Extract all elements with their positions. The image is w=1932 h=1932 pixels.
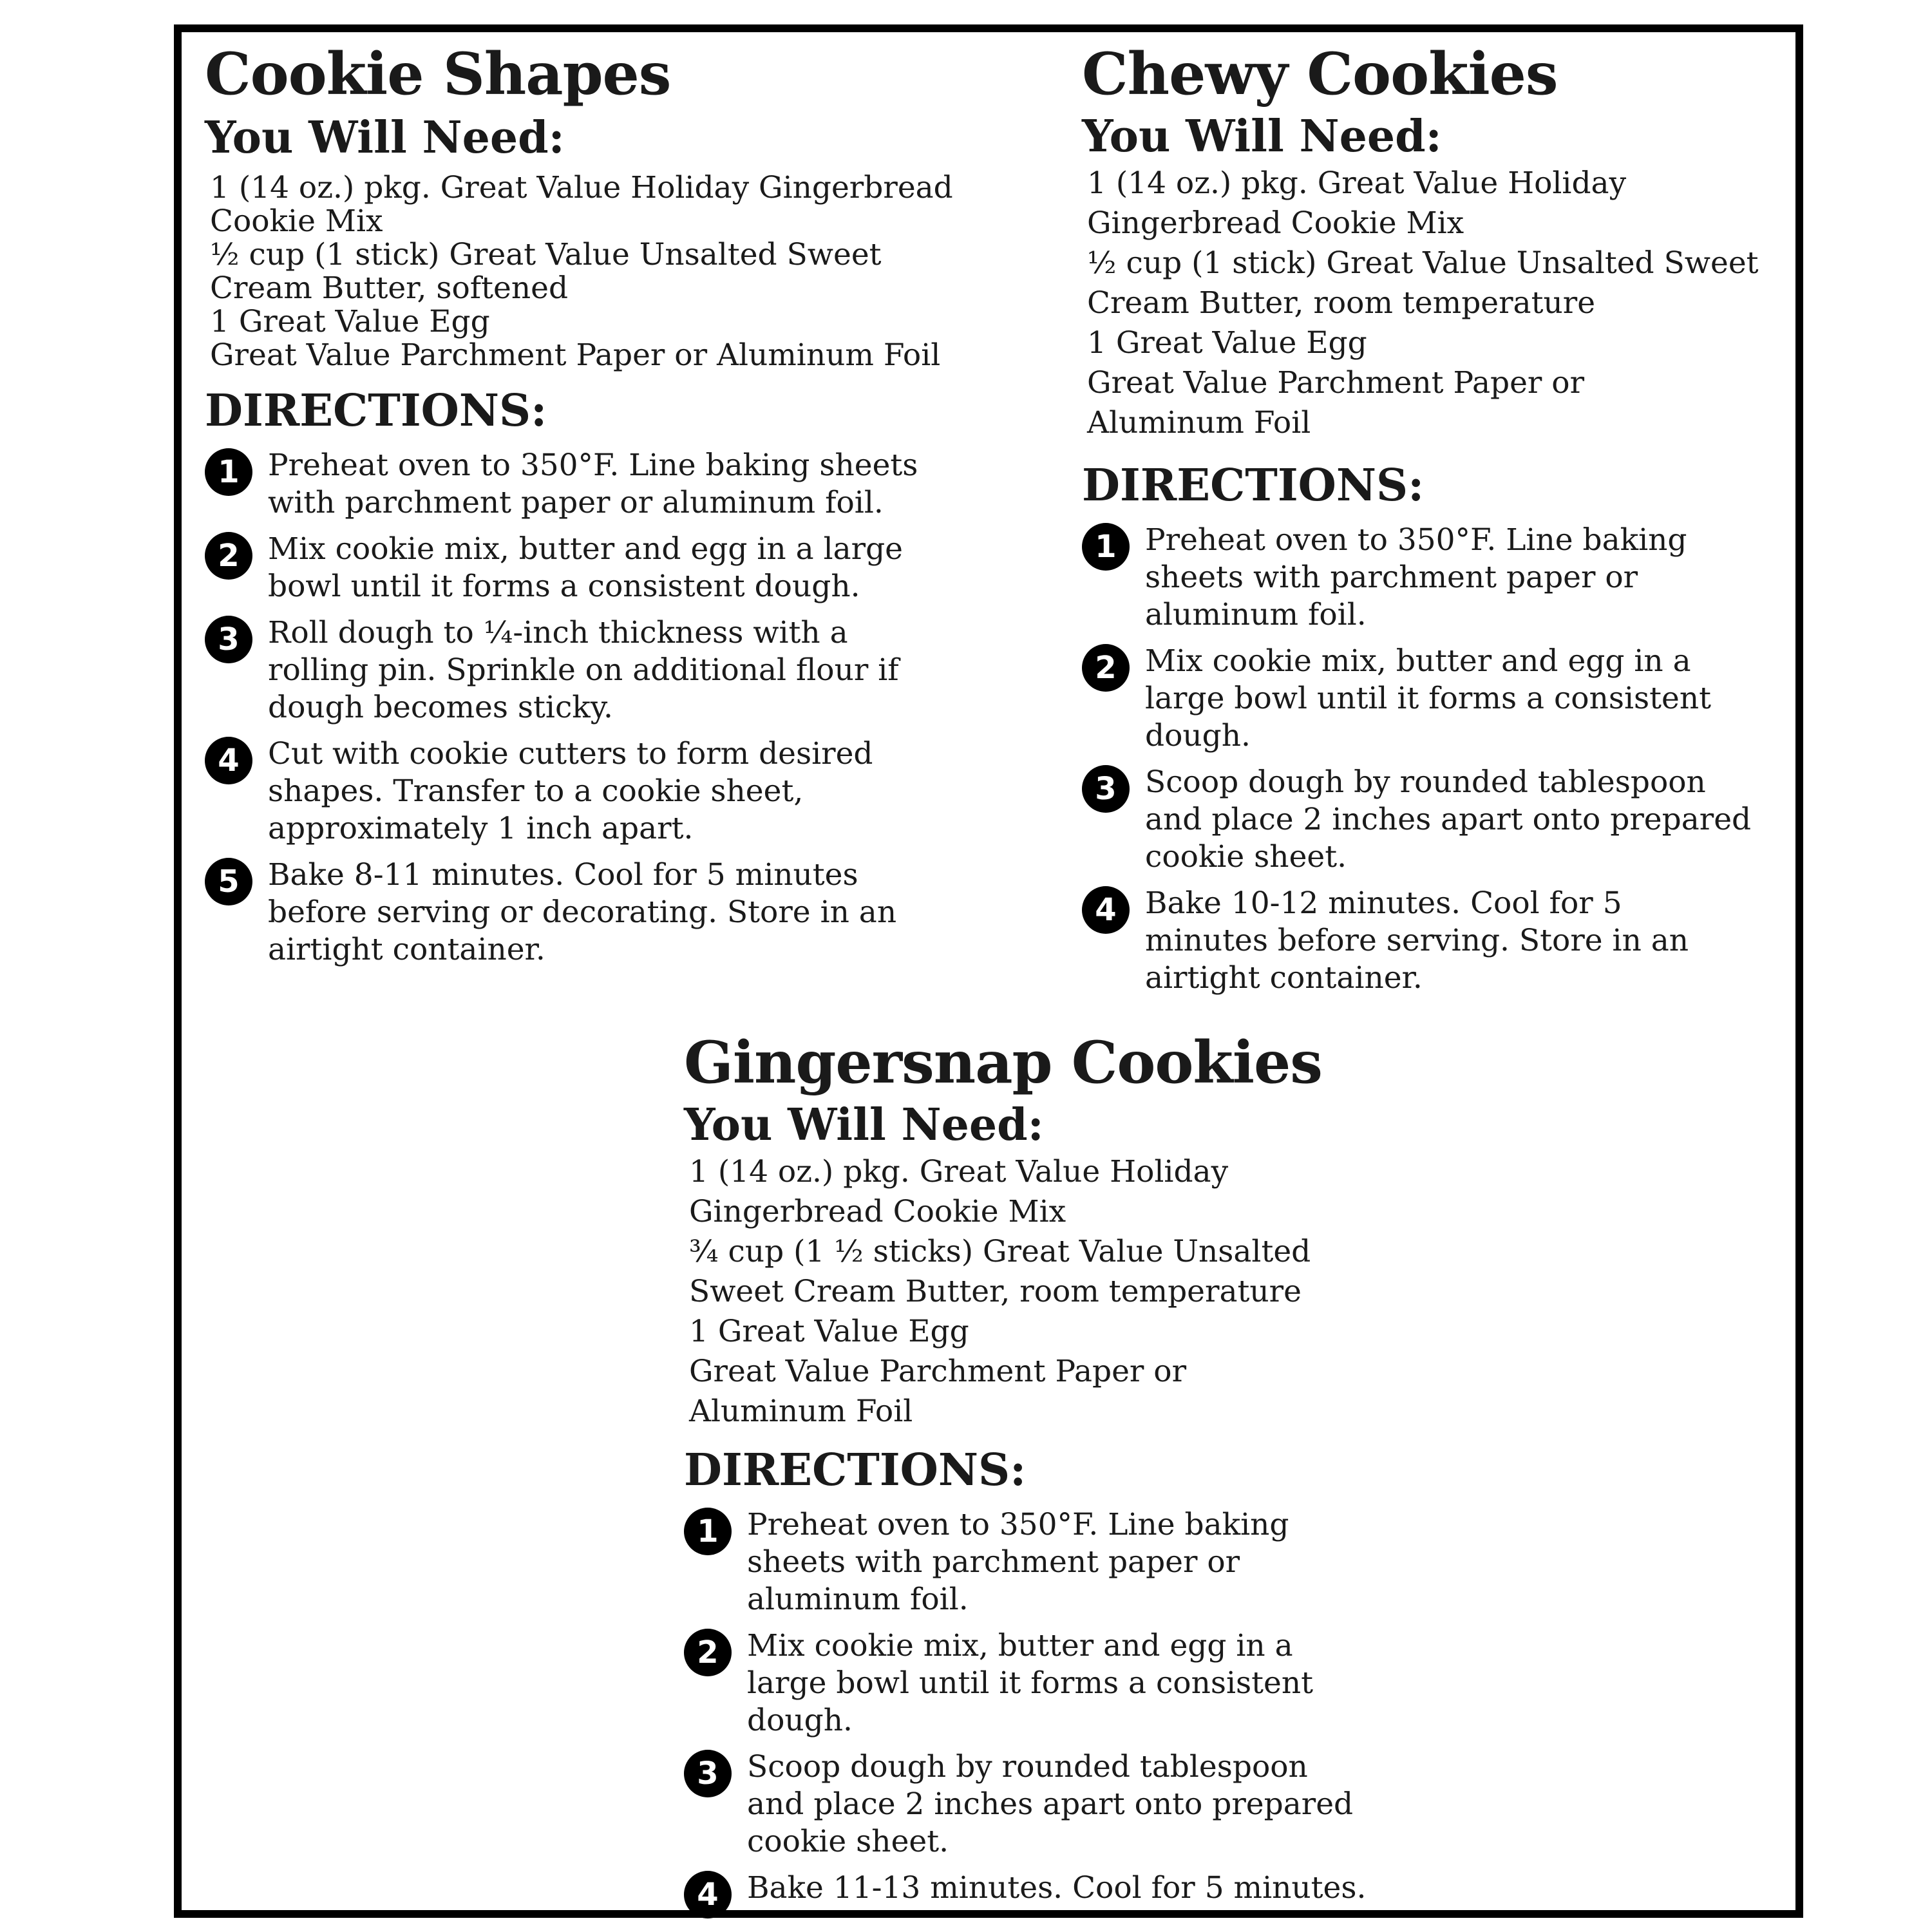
ingredient-line: Cream Butter, softened bbox=[210, 270, 569, 306]
directions-list bbox=[205, 447, 926, 969]
ingredient-line: Aluminum Foil bbox=[1087, 405, 1311, 440]
step-number-badge: 1 bbox=[684, 1508, 732, 1555]
ingredient-line: Cream Butter, room temperature bbox=[1087, 285, 1596, 321]
step-text: Bake 10-12 minutes. Cool for 5 minutes before serving. Store in an airtight container. bbox=[1145, 886, 1689, 996]
step-number-badge: 4 bbox=[1082, 886, 1130, 934]
step-number-badge: 5 bbox=[205, 858, 252, 905]
ingredient-line: 1 (14 oz.) pkg. Great Value Holiday Gingerbread bbox=[210, 170, 953, 205]
directions-list bbox=[1082, 522, 1752, 997]
step-text: Mix cookie mix, butter and egg in a large bowl until it forms a consistent dough. bbox=[1145, 643, 1712, 753]
step-number-badge: 4 bbox=[205, 737, 252, 784]
directions-heading: DIRECTIONS: bbox=[205, 385, 547, 437]
step-number-badge: 3 bbox=[205, 616, 252, 663]
ingredient-line: 1 Great Value Egg bbox=[1087, 325, 1367, 361]
step-text: Preheat oven to 350°F. Line baking sheets with parchment paper or aluminum foil. bbox=[747, 1507, 1289, 1617]
step-text: Preheat oven to 350°F. Line baking sheets with parchment paper or aluminum foil. bbox=[268, 448, 918, 520]
ingredient-line: Great Value Parchment Paper or bbox=[689, 1354, 1187, 1389]
step-number-badge: 3 bbox=[684, 1750, 732, 1797]
step-text: Mix cookie mix, butter and egg in a large bowl until it forms a consistent dough. bbox=[747, 1628, 1314, 1738]
direction-step bbox=[205, 735, 926, 848]
direction-step bbox=[205, 614, 926, 726]
step-text: Bake 11-13 minutes. Cool for 5 minutes. bbox=[747, 1870, 1367, 1906]
direction-step bbox=[1082, 643, 1752, 755]
step-number-badge: 2 bbox=[684, 1629, 732, 1676]
direction-step bbox=[205, 857, 926, 969]
step-text: Cut with cookie cutters to form desired shapes. Transfer to a cookie sheet, approximately 1 inch apart. bbox=[268, 736, 873, 846]
ingredient-line: Great Value Parchment Paper or bbox=[1087, 365, 1585, 401]
ingredient-line: 1 (14 oz.) pkg. Great Value Holiday bbox=[1087, 166, 1627, 201]
step-number-badge: 1 bbox=[1082, 523, 1130, 571]
step-text: Scoop dough by rounded tablespoon and place 2 inches apart onto prepared cookie sheet. bbox=[1145, 764, 1752, 875]
ingredient-line: ½ cup (1 stick) Great Value Unsalted Sweet bbox=[210, 237, 882, 272]
ingredient-line: Cookie Mix bbox=[210, 204, 383, 239]
step-text: Scoop dough by rounded tablespoon and place 2 inches apart onto prepared cookie sheet. bbox=[747, 1749, 1354, 1859]
step-text: Bake 8-11 minutes. Cool for 5 minutes before serving or decorating. Store in an airtight container. bbox=[268, 857, 897, 967]
direction-step bbox=[1082, 522, 1752, 634]
directions-heading: DIRECTIONS: bbox=[1082, 460, 1425, 511]
ingredient-line: ¾ cup (1 ½ sticks) Great Value Unsalted bbox=[689, 1234, 1311, 1269]
direction-step bbox=[684, 1627, 1367, 1739]
direction-step bbox=[205, 531, 926, 605]
direction-step bbox=[684, 1870, 1367, 1913]
ingredient-line: Gingerbread Cookie Mix bbox=[1087, 205, 1464, 241]
ingredient-line: Great Value Parchment Paper or Aluminum Foil bbox=[210, 337, 941, 373]
direction-step bbox=[1082, 764, 1752, 876]
ingredient-line: 1 (14 oz.) pkg. Great Value Holiday bbox=[689, 1154, 1229, 1189]
step-number-badge: 1 bbox=[205, 448, 252, 496]
you-will-need-heading: You Will Need: bbox=[205, 112, 565, 164]
step-text: Mix cookie mix, butter and egg in a large bowl until it forms a consistent dough. bbox=[268, 531, 903, 604]
step-number-badge: 3 bbox=[1082, 765, 1130, 813]
ingredient-line: ½ cup (1 stick) Great Value Unsalted Sweet bbox=[1087, 245, 1759, 281]
directions-heading: DIRECTIONS: bbox=[684, 1444, 1027, 1496]
directions-list bbox=[684, 1506, 1367, 1913]
recipe-title: Cookie Shapes bbox=[205, 40, 671, 108]
ingredient-line: Gingerbread Cookie Mix bbox=[689, 1194, 1066, 1229]
ingredient-list bbox=[1082, 164, 1784, 443]
ingredient-list bbox=[684, 1152, 1392, 1432]
ingredient-line: Aluminum Foil bbox=[689, 1394, 913, 1429]
step-number-badge: 2 bbox=[1082, 644, 1130, 692]
recipe-chewy-cookies bbox=[1082, 40, 1784, 1006]
recipe-title: Chewy Cookies bbox=[1082, 40, 1558, 108]
ingredient-line: Sweet Cream Butter, room temperature bbox=[689, 1274, 1302, 1309]
you-will-need-heading: You Will Need: bbox=[684, 1099, 1044, 1151]
direction-step bbox=[684, 1506, 1367, 1618]
ingredient-list bbox=[205, 171, 965, 372]
ingredient-line: 1 Great Value Egg bbox=[210, 304, 490, 339]
direction-step bbox=[205, 447, 926, 522]
recipe-title: Gingersnap Cookies bbox=[684, 1028, 1322, 1097]
step-text: Preheat oven to 350°F. Line baking sheets with parchment paper or aluminum foil. bbox=[1145, 522, 1687, 632]
direction-step bbox=[1082, 885, 1752, 997]
recipe-cookie-shapes bbox=[205, 40, 965, 978]
ingredient-line: 1 Great Value Egg bbox=[689, 1314, 969, 1349]
step-text: Roll dough to ¼-inch thickness with a rolling pin. Sprinkle on additional flour if dough becomes sticky. bbox=[268, 615, 899, 725]
direction-step bbox=[684, 1748, 1367, 1861]
you-will-need-heading: You Will Need: bbox=[1082, 111, 1442, 162]
step-number-badge: 2 bbox=[205, 532, 252, 580]
step-number-badge: 4 bbox=[684, 1871, 732, 1918]
recipe-gingersnap-cookies bbox=[684, 1028, 1392, 1916]
